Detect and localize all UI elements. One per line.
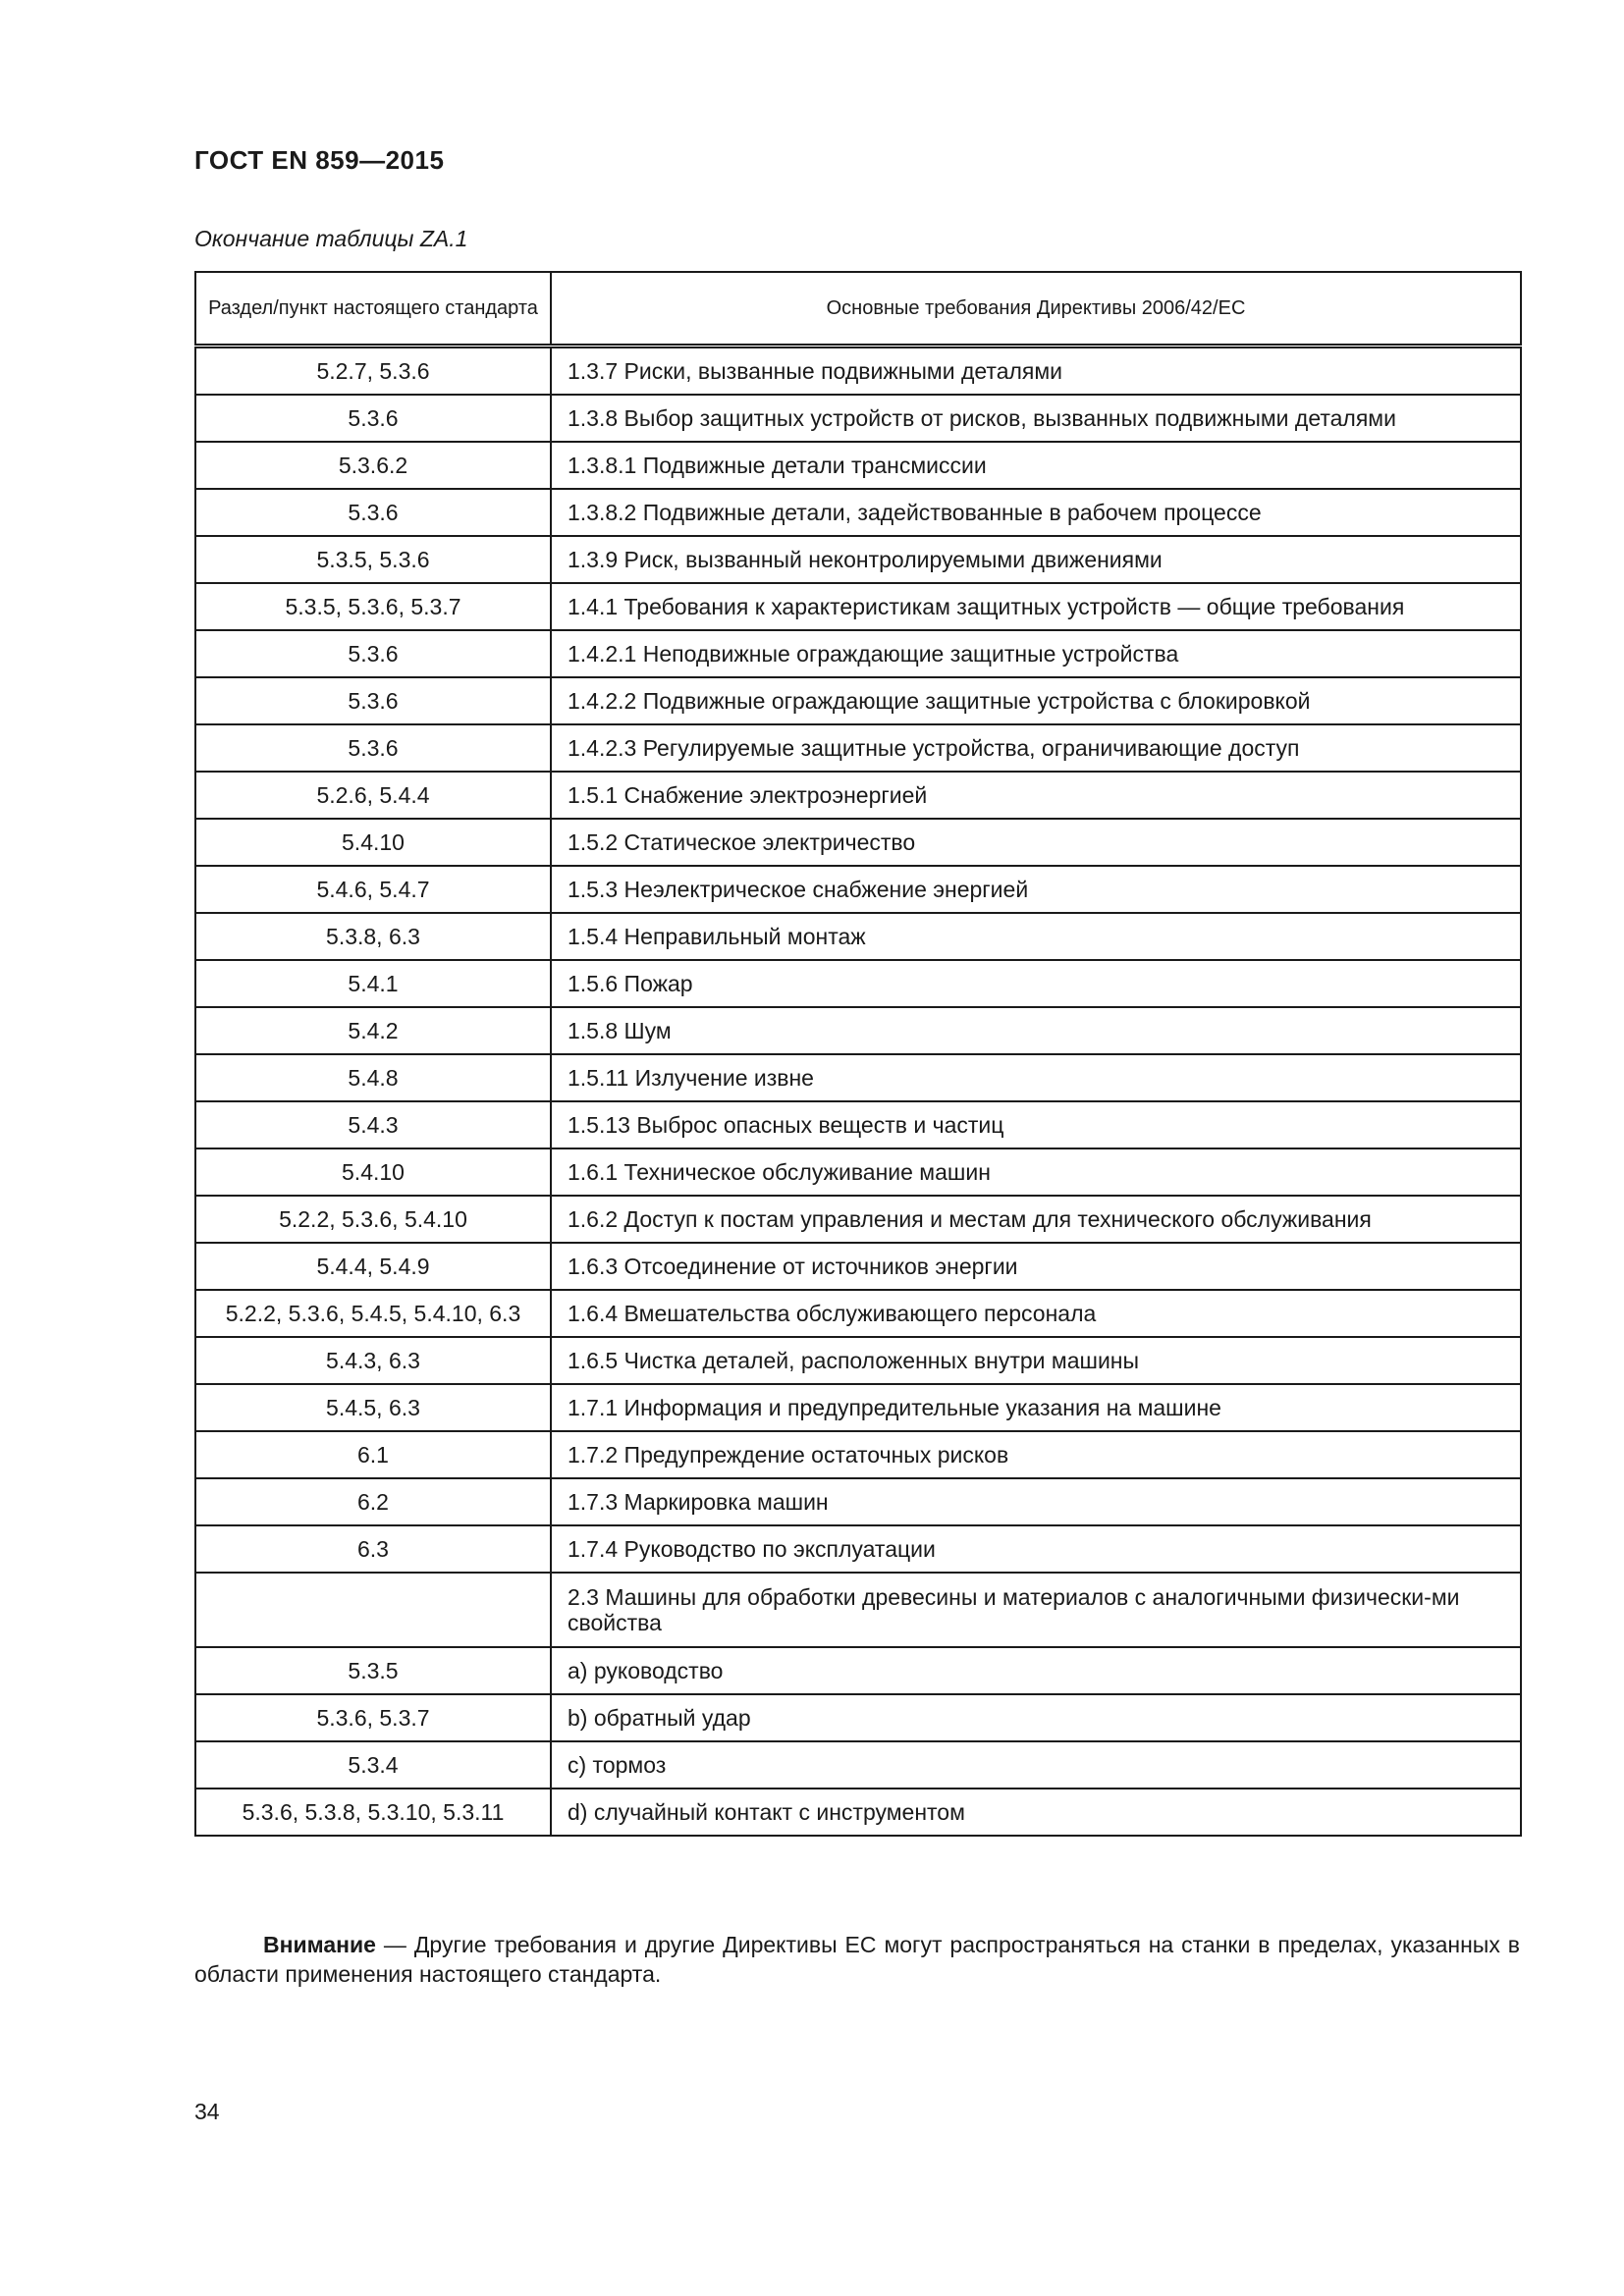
attention-note [194, 1930, 1520, 1989]
requirement-cell: 1.5.6 Пожар [551, 960, 1521, 1007]
table-row [195, 1148, 1521, 1196]
table-row [195, 1007, 1521, 1054]
section-cell: 5.3.6 [195, 630, 551, 677]
section-cell: 5.2.6, 5.4.4 [195, 772, 551, 819]
table-row [195, 395, 1521, 442]
requirement-cell: a) руководство [551, 1647, 1521, 1694]
requirement-cell: d) случайный контакт с инструментом [551, 1789, 1521, 1836]
table-caption: Окончание таблицы ZA.1 [194, 226, 468, 251]
requirement-cell: 1.5.13 Выброс опасных веществ и частиц [551, 1101, 1521, 1148]
requirement-cell: 1.5.1 Снабжение электроэнергией [551, 772, 1521, 819]
requirement-cell: 1.7.1 Информация и предупредительные указания на машине [551, 1384, 1521, 1431]
requirement-cell: 1.4.1 Требования к характеристикам защитных устройств — общие требования [551, 583, 1521, 630]
note-text: — Другие требования и другие Директивы ЕС могут распространяться на станки в пределах, указанных в области применения настоящего стандарта. [194, 1932, 1520, 1987]
table-row [195, 583, 1521, 630]
section-cell: 5.4.8 [195, 1054, 551, 1101]
requirement-cell: 1.5.4 Неправильный монтаж [551, 913, 1521, 960]
section-cell: 5.3.5, 5.3.6 [195, 536, 551, 583]
section-cell: 5.4.2 [195, 1007, 551, 1054]
requirement-cell: 1.7.2 Предупреждение остаточных рисков [551, 1431, 1521, 1478]
table-row [195, 1196, 1521, 1243]
requirement-cell: 1.5.11 Излучение извне [551, 1054, 1521, 1101]
table-row [195, 1384, 1521, 1431]
table-row [195, 866, 1521, 913]
section-cell: 6.1 [195, 1431, 551, 1478]
section-cell: 5.3.5, 5.3.6, 5.3.7 [195, 583, 551, 630]
table-row [195, 1741, 1521, 1789]
section-cell: 5.2.7, 5.3.6 [195, 347, 551, 396]
table-row [195, 489, 1521, 536]
requirement-cell: 1.6.1 Техническое обслуживание машин [551, 1148, 1521, 1196]
requirement-cell: 1.6.2 Доступ к постам управления и местам для технического обслуживания [551, 1196, 1521, 1243]
note-label: Внимание [263, 1932, 376, 1957]
section-cell: 5.2.2, 5.3.6, 5.4.5, 5.4.10, 6.3 [195, 1290, 551, 1337]
requirement-cell: 2.3 Машины для обработки древесины и материалов с аналогичными физически-ми свойства [551, 1573, 1521, 1647]
requirement-cell: 1.5.8 Шум [551, 1007, 1521, 1054]
requirement-cell: 1.5.3 Неэлектрическое снабжение энергией [551, 866, 1521, 913]
requirements-table [194, 271, 1522, 1837]
table-row [195, 442, 1521, 489]
table-row [195, 819, 1521, 866]
requirement-cell: 1.4.2.3 Регулируемые защитные устройства, ограничивающие доступ [551, 724, 1521, 772]
section-cell: 5.3.6 [195, 677, 551, 724]
table-row [195, 1789, 1521, 1836]
section-cell: 5.2.2, 5.3.6, 5.4.10 [195, 1196, 551, 1243]
section-cell: 5.3.6 [195, 489, 551, 536]
table-row [195, 536, 1521, 583]
requirement-cell: 1.6.4 Вмешательства обслуживающего персонала [551, 1290, 1521, 1337]
section-cell: 5.4.3, 6.3 [195, 1337, 551, 1384]
section-cell: 5.3.6.2 [195, 442, 551, 489]
column-header-requirement: Основные требования Директивы 2006/42/ЕС [551, 272, 1521, 347]
table-row [195, 1101, 1521, 1148]
table-row [195, 347, 1521, 396]
column-header-section: Раздел/пункт настоящего стандарта [195, 272, 551, 347]
section-cell: 6.3 [195, 1525, 551, 1573]
document-header: ГОСТ EN 859—2015 [194, 145, 445, 175]
table-row [195, 1431, 1521, 1478]
requirement-cell: 1.3.8.1 Подвижные детали трансмиссии [551, 442, 1521, 489]
table-row [195, 1647, 1521, 1694]
requirement-cell: 1.7.4 Руководство по эксплуатации [551, 1525, 1521, 1573]
requirement-cell: 1.5.2 Статическое электричество [551, 819, 1521, 866]
page-number: 34 [194, 2099, 220, 2124]
section-cell: 5.3.5 [195, 1647, 551, 1694]
section-cell: 5.3.8, 6.3 [195, 913, 551, 960]
section-cell: 5.4.5, 6.3 [195, 1384, 551, 1431]
requirement-cell: 1.6.5 Чистка деталей, расположенных внутри машины [551, 1337, 1521, 1384]
table-row [195, 772, 1521, 819]
table-row [195, 1290, 1521, 1337]
table-row [195, 677, 1521, 724]
requirement-cell: 1.3.9 Риск, вызванный неконтролируемыми движениями [551, 536, 1521, 583]
table-row [195, 1337, 1521, 1384]
section-cell: 5.3.6 [195, 395, 551, 442]
table-row [195, 1243, 1521, 1290]
requirement-cell: 1.4.2.2 Подвижные ограждающие защитные устройства с блокировкой [551, 677, 1521, 724]
requirement-cell: 1.3.7 Риски, вызванные подвижными деталями [551, 347, 1521, 396]
section-cell: 5.4.10 [195, 819, 551, 866]
requirement-cell: 1.3.8 Выбор защитных устройств от рисков, вызванных подвижными деталями [551, 395, 1521, 442]
table-row [195, 960, 1521, 1007]
section-cell [195, 1573, 551, 1647]
section-cell: 5.3.6, 5.3.8, 5.3.10, 5.3.11 [195, 1789, 551, 1836]
section-cell: 5.4.1 [195, 960, 551, 1007]
requirement-cell: b) обратный удар [551, 1694, 1521, 1741]
section-cell: 6.2 [195, 1478, 551, 1525]
table-row [195, 1694, 1521, 1741]
table-row [195, 724, 1521, 772]
section-cell: 5.4.4, 5.4.9 [195, 1243, 551, 1290]
table-row [195, 913, 1521, 960]
table-row [195, 1573, 1521, 1647]
section-cell: 5.3.6, 5.3.7 [195, 1694, 551, 1741]
table-header-row [195, 272, 1521, 347]
table-row [195, 1054, 1521, 1101]
table-row [195, 1478, 1521, 1525]
section-cell: 5.4.10 [195, 1148, 551, 1196]
requirement-cell: c) тормоз [551, 1741, 1521, 1789]
requirement-cell: 1.7.3 Маркировка машин [551, 1478, 1521, 1525]
requirement-cell: 1.3.8.2 Подвижные детали, задействованные в рабочем процессе [551, 489, 1521, 536]
requirement-cell: 1.4.2.1 Неподвижные ограждающие защитные устройства [551, 630, 1521, 677]
table-row [195, 630, 1521, 677]
section-cell: 5.4.3 [195, 1101, 551, 1148]
section-cell: 5.3.6 [195, 724, 551, 772]
requirement-cell: 1.6.3 Отсоединение от источников энергии [551, 1243, 1521, 1290]
table-row [195, 1525, 1521, 1573]
section-cell: 5.3.4 [195, 1741, 551, 1789]
section-cell: 5.4.6, 5.4.7 [195, 866, 551, 913]
